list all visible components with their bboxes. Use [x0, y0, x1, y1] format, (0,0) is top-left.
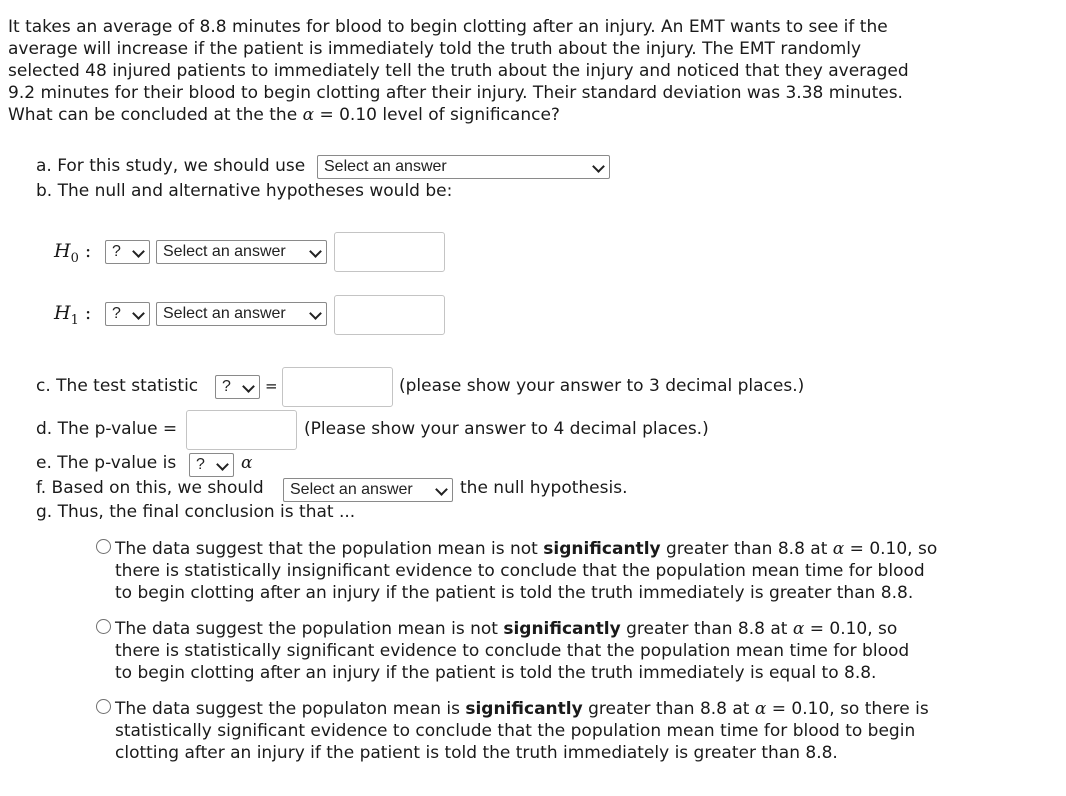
conclusion-option-1: The data suggest that the population mean is not significantly greater than 8.8 at α = 0.10, so there is statistically insignificant evidence to conclude that the population mean time for blood to begin clotting after an injury if the patient is told the truth immediately is greater than 8.8.	[115, 539, 938, 603]
equals-sign: =	[265, 377, 278, 395]
h0-parameter-select[interactable]	[156, 240, 327, 264]
h0-operator-select[interactable]	[105, 240, 150, 264]
question-line: 9.2 minutes for their blood to begin clotting after their injury. Their standard deviation was 3.38 minutes.	[8, 83, 903, 103]
h1-parameter-select[interactable]	[156, 302, 327, 326]
chevron-down-icon	[242, 380, 255, 393]
question-line: It takes an average of 8.8 minutes for blood to begin clotting after an injury. An EMT wants to see if the	[8, 17, 888, 37]
test-statistic-select[interactable]	[215, 375, 260, 399]
question-line	[8, 104, 1058, 126]
study-type-select[interactable]	[317, 155, 610, 179]
part-b-label: b. The null and alternative hypotheses would be:	[36, 181, 453, 201]
study-type-select-value: Select an answer	[324, 158, 447, 175]
h0-parameter-select-value: Select an answer	[163, 243, 286, 260]
alpha-symbol: α	[241, 453, 253, 473]
conclusion-radio-3[interactable]	[96, 699, 111, 714]
chevron-down-icon	[132, 307, 145, 320]
h0-value-input[interactable]	[334, 232, 445, 272]
part-c-hint: (please show your answer to 3 decimal places.)	[399, 376, 805, 396]
alpha-symbol: α	[302, 105, 315, 125]
decision-select-value: Select an answer	[290, 481, 413, 498]
chevron-down-icon	[435, 483, 448, 496]
part-d-label: d. The p-value =	[36, 419, 178, 439]
part-g-label: g. Thus, the final conclusion is that ...	[36, 502, 356, 522]
conclusion-radio-2[interactable]	[96, 619, 111, 634]
conclusion-option-3: The data suggest the populaton mean is significantly greater than 8.8 at α = 0.10, so there is statistically significant evidence to conclude that the population mean time for blood to begin clotting after an injury if the patient is told the truth immediately is greater than 8.8.	[115, 699, 929, 763]
test-statistic-select-value: ?	[222, 378, 231, 395]
part-e-label: e. The p-value is	[36, 453, 177, 473]
h1-symbol: $H_1$ :	[54, 302, 92, 328]
chevron-down-icon	[216, 458, 229, 471]
chevron-down-icon	[132, 245, 145, 258]
part-f-label: f. Based on this, we should	[36, 478, 264, 498]
part-a-label: a. For this study, we should use	[36, 156, 306, 176]
h0-symbol: $H_0$ :	[54, 240, 92, 266]
h1-parameter-select-value: Select an answer	[163, 305, 286, 322]
question-line: average will increase if the patient is immediately told the truth about the injury. The EMT randomly	[8, 39, 862, 59]
p-value-input[interactable]	[186, 410, 297, 450]
h1-operator-select[interactable]	[105, 302, 150, 326]
conclusion-option-2: The data suggest the population mean is not significantly greater than 8.8 at α = 0.10, so there is statistically significant evidence to conclude that the population mean time for blood to begin clotting after an injury if the patient is told the truth immediately is equal to 8.8.	[115, 619, 910, 683]
decision-select[interactable]	[283, 478, 453, 502]
p-value-compare-select-value: ?	[196, 456, 205, 473]
conclusion-radio-1[interactable]	[96, 539, 111, 554]
question-line: selected 48 injured patients to immediately tell the truth about the injury and noticed that they averaged	[8, 61, 909, 81]
h0-operator-select-value: ?	[112, 243, 121, 260]
h1-value-input[interactable]	[334, 295, 445, 335]
part-f-tail: the null hypothesis.	[460, 478, 628, 498]
part-c-label: c. The test statistic	[36, 376, 199, 396]
chevron-down-icon	[592, 160, 605, 173]
part-d-hint: (Please show your answer to 4 decimal places.)	[304, 419, 709, 439]
h1-operator-select-value: ?	[112, 305, 121, 322]
chevron-down-icon	[309, 307, 322, 320]
test-statistic-input[interactable]	[282, 367, 393, 407]
question-text	[8, 16, 1058, 126]
p-value-compare-select[interactable]	[189, 453, 234, 477]
chevron-down-icon	[309, 245, 322, 258]
question-line-text: What can be concluded at the the	[8, 105, 303, 125]
question-line-tail: = 0.10 level of significance?	[314, 105, 560, 125]
